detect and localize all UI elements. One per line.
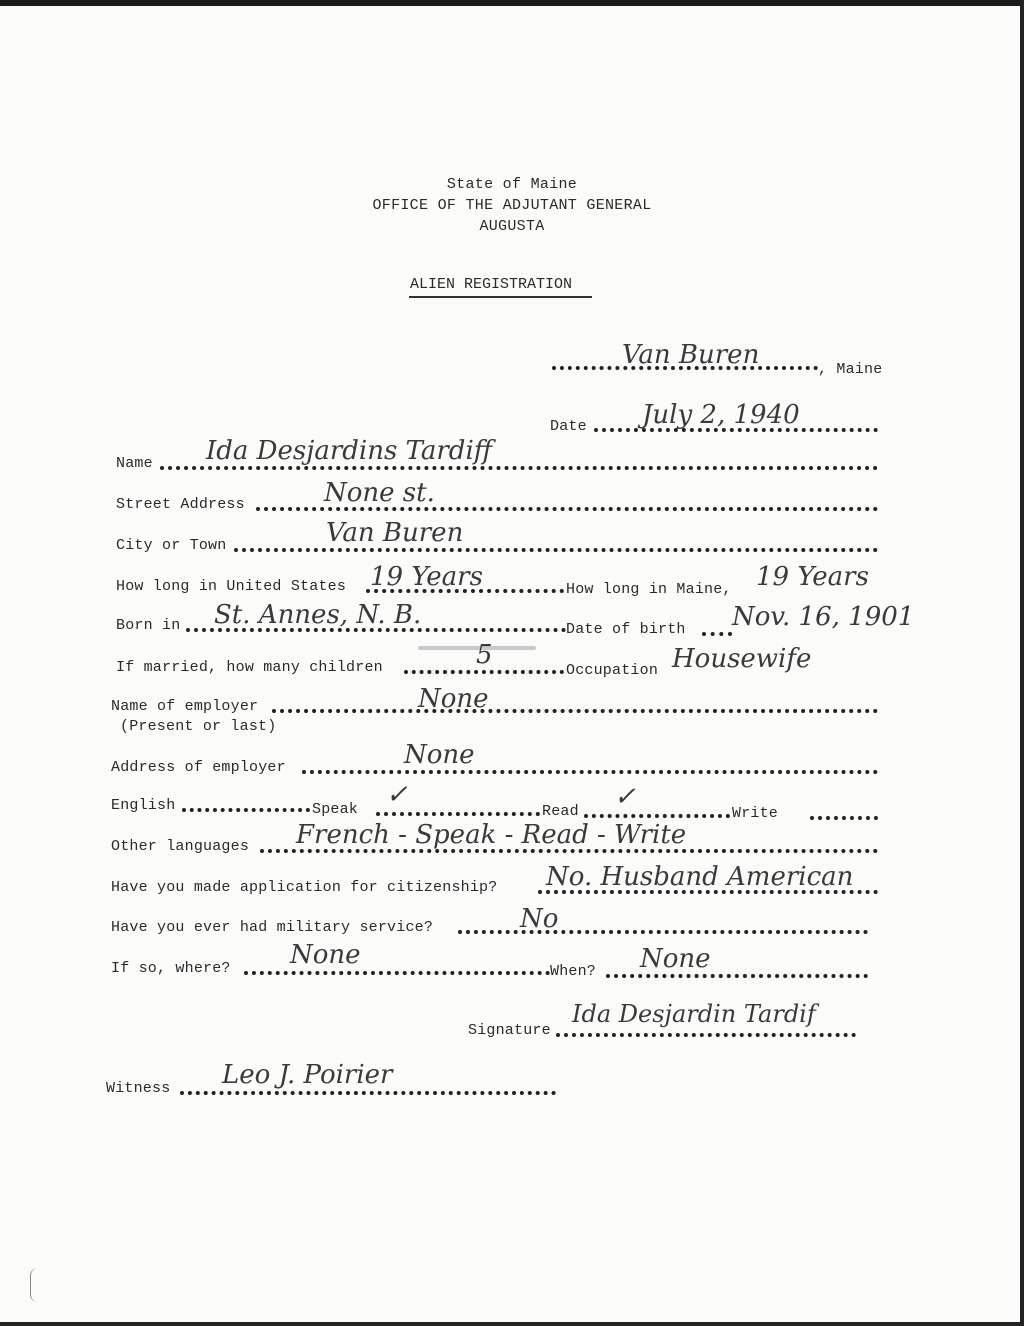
maine-duration-value: 19 Years <box>756 562 869 592</box>
dob-dots <box>702 632 732 636</box>
header-office: OFFICE OF THE ADJUTANT GENERAL <box>372 197 652 214</box>
name-dots <box>160 466 878 470</box>
children-label: If married, how many children <box>116 659 383 676</box>
born-label: Born in <box>116 617 181 634</box>
citizenship-label: Have you made application for citizenship? <box>111 879 498 896</box>
employer-address-value: None <box>404 740 475 770</box>
signature-value: Ida Desjardin Tardif <box>572 1000 816 1028</box>
place-value: Van Buren <box>622 340 760 370</box>
date-value: July 2, 1940 <box>642 400 800 430</box>
citizenship-value: No. Husband American <box>546 862 854 892</box>
us-duration-value: 19 Years <box>370 562 483 592</box>
scan-edge-bottom <box>0 1322 1024 1326</box>
witness-dots <box>180 1091 556 1095</box>
form-title: ALIEN REGISTRATION <box>410 276 573 293</box>
military-label: Have you ever had military service? <box>111 919 434 936</box>
english-label: English <box>111 797 176 814</box>
name-label: Name <box>116 455 153 472</box>
employer-sublabel: (Present or last) <box>120 718 277 735</box>
where-value: None <box>290 940 361 970</box>
english-dots <box>182 808 310 812</box>
employer-value: None <box>418 684 489 714</box>
occupation-value: Housewife <box>672 644 812 674</box>
city-dots <box>234 548 878 552</box>
read-label: Read <box>542 803 579 820</box>
signature-label: Signature <box>468 1022 551 1039</box>
where-label: If so, where? <box>111 960 231 977</box>
children-value: 5 <box>476 640 493 670</box>
children-dots <box>404 670 564 674</box>
employer-address-dots <box>302 770 878 774</box>
street-value: None st. <box>324 478 435 508</box>
dob-label: Date of birth <box>566 621 686 638</box>
witness-value: Leo J. Poirier <box>222 1060 393 1090</box>
languages-value: French - Speak - Read - Write <box>296 820 687 850</box>
read-dots <box>584 814 730 818</box>
write-dots <box>810 816 878 820</box>
speak-value: ✓ <box>386 780 408 810</box>
languages-label: Other languages <box>111 838 250 855</box>
city-label: City or Town <box>116 537 227 554</box>
where-dots <box>244 971 550 975</box>
witness-label: Witness <box>106 1080 171 1097</box>
born-value: St. Annes, N. B. <box>214 600 422 630</box>
us-duration-label: How long in United States <box>116 578 347 595</box>
place-suffix: , Maine <box>818 361 883 378</box>
maine-duration-label: How long in Maine, <box>566 581 732 598</box>
date-label: Date <box>550 418 587 435</box>
dob-value: Nov. 16, 1901 <box>732 602 915 632</box>
scan-edge-top <box>0 0 1024 6</box>
header-state: State of Maine <box>446 176 578 193</box>
city-value: Van Buren <box>326 518 464 548</box>
employer-address-label: Address of employer <box>111 759 286 776</box>
header-city: AUGUSTA <box>479 218 545 235</box>
speak-label: Speak <box>312 801 359 818</box>
read-value: ✓ <box>614 782 636 812</box>
street-label: Street Address <box>116 496 245 513</box>
employer-label: Name of employer <box>111 698 259 715</box>
when-value: None <box>640 944 711 974</box>
name-value: Ida Desjardins Tardiff <box>206 436 493 466</box>
write-label: Write <box>732 805 779 822</box>
title-underline <box>409 296 592 298</box>
when-label: When? <box>550 963 597 980</box>
signature-dots <box>556 1033 856 1037</box>
speak-dots <box>376 812 540 816</box>
occupation-label: Occupation <box>566 662 659 679</box>
when-dots <box>606 974 868 978</box>
margin-mark <box>30 1268 45 1302</box>
employer-dots <box>272 709 878 713</box>
military-value: No <box>520 904 559 934</box>
